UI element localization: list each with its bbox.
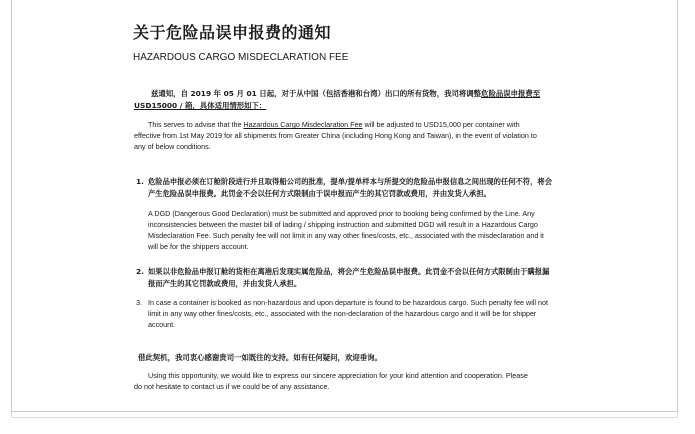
condition-item-3 [136,297,552,330]
item-text-chinese: 危险品申报必须在订舱阶段进行并且取得船公司的批准，提单/提单样本与所提交的危险品申报信息之间出现的任何不符，将会产生危险品误申报费。此罚金不会以任何方式限制由于误申报而产生的其它罚款或费用，并由发货人承担。 [148,177,552,198]
intro-en-underlined-fee: Hazardous Cargo Misdeclaration Fee [243,120,363,129]
closing-paragraph-english [134,370,534,392]
item-text-chinese: 如果以非危险品申报订舱的货柜在离港后发现实属危险品，将会产生危险品误申报费。此罚金不会以任何方式限制由于瞒报漏报而产生的其它罚款或费用，并由发货人承担。 [148,267,550,288]
closing-paragraph-chinese: 借此契机，我司衷心感谢贵司一如既往的支持。如有任何疑问，欢迎垂询。 [138,353,382,362]
item-number: 3. [136,298,142,307]
item-number: 1. [136,177,144,186]
title-chinese: 关于危险品误申报费的通知 [133,23,332,42]
closing-en-text: Using this opportunity, we would like to express our sincere appreciation for your kind attention and cooperation. Please do not hesitate to contact us if we could be of any assistance. [134,371,528,391]
intro-cn-underlined-fee: 危险品误申报费 [481,89,533,98]
title-english: HAZARDOUS CARGO MISDECLARATION FEE [133,52,349,63]
intro-cn-part-b: 至 USD15000 / 箱，具体适用情形如下： [134,89,541,110]
intro-cn-part-a: 兹通知，自 2019 年 05 月 01 日起，对于从中国（包括香港和台湾）出口的所有货物，我司将调整 [151,89,482,98]
page-shadow [11,412,678,418]
intro-paragraph-english [134,119,544,152]
intro-paragraph-chinese [134,88,560,112]
item-text-english: In case a container is booked as non-hazardous and upon departure is found to be hazardous cargo. Such penalty fee will not limit in any way other fines/costs, etc., associated with the non-declaration of the hazardous cargo and it will be for shipper account. [148,298,548,329]
condition-item-2 [136,266,552,290]
item-text-english: A DGD (Dangerous Good Declaration) must be submitted and approved prior to booking being confirmed by the Line. Any inconsistencies between the master bill of lading / shipping instruction and submitted DGD will result in a Hazardous Cargo Misdeclaration Fee. Such penalty fee will not limit in any way other fines/costs, etc., associated with the misdeclaration and it will be for the shippers account. [148,209,544,251]
intro-en-part-a: This serves to advise that the [148,120,244,129]
intro-en-part-b: will be adjusted to USD15,000 per container with effective from 1st May 2019 for all shipments from Greater China (including Hong Kong and Taiwan), in the event of violation to any of below conditions. [134,120,537,151]
item-number: 2. [136,267,144,276]
condition-item-1 [136,176,552,252]
